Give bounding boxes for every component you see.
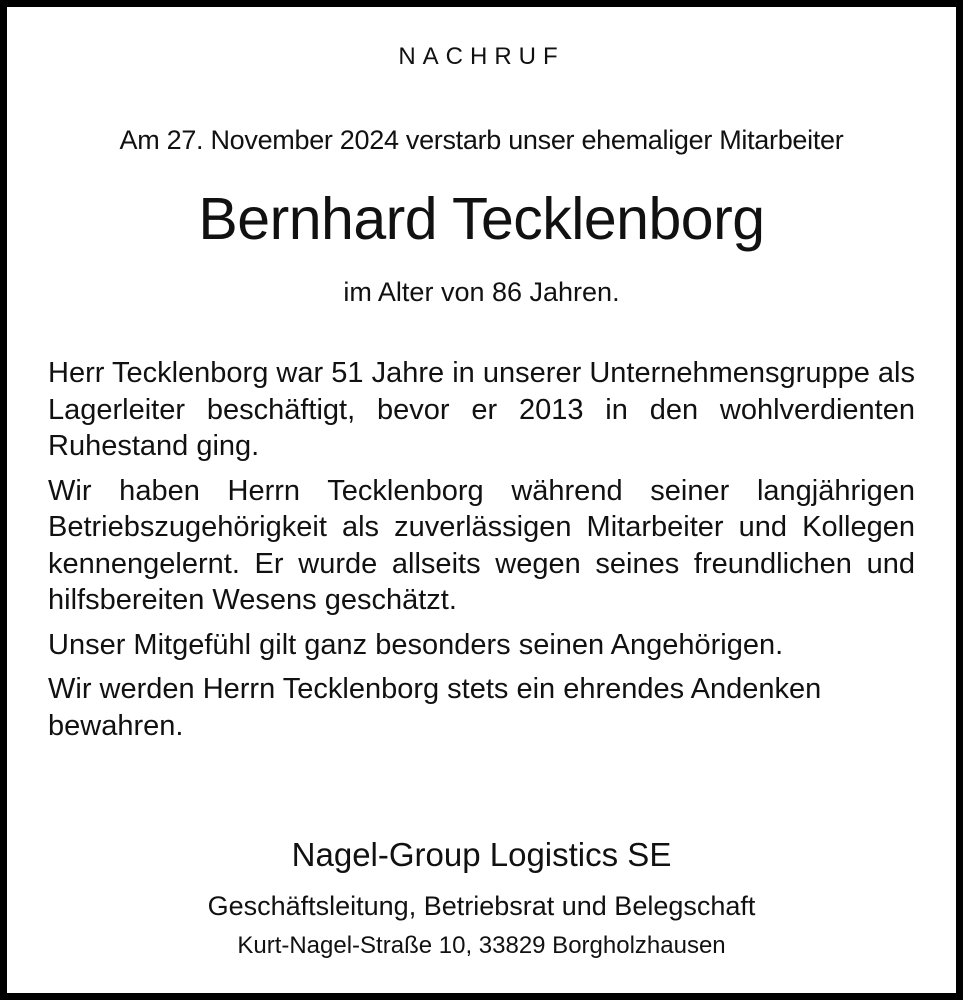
deceased-name: Bernhard Tecklenborg xyxy=(198,186,765,252)
paragraph-appreciation: Wir haben Herrn Tecklenborg während seiner langjährigen Betriebszugehörigkeit als zuverlässigen Mitarbeiter und Kollegen kennengelernt. Er wurde allseits wegen seines freundlichen und hilfsbereiten Wesens geschätzt. xyxy=(48,474,915,616)
paragraph-remembrance: Wir werden Herrn Tecklenborg stets ein ehrendes Andenken bewahren. xyxy=(48,673,822,742)
intro-line: Am 27. November 2024 verstarb unser ehemaliger Mitarbeiter xyxy=(119,125,844,155)
notice-body xyxy=(48,355,915,752)
company-address: Kurt-Nagel-Straße 10, 33829 Borgholzhausen xyxy=(237,932,726,959)
age-line: im Alter von 86 Jahren. xyxy=(343,277,620,307)
notice-heading: NACHRUF xyxy=(398,43,565,70)
paragraph-sympathy: Unser Mitgefühl gilt ganz besonders seinen Angehörigen. xyxy=(48,628,784,661)
sender-departments: Geschäftsleitung, Betriebsrat und Belegschaft xyxy=(207,891,756,921)
paragraph-career: Herr Tecklenborg war 51 Jahre in unserer Unternehmensgruppe als Lagerleiter beschäftigt, bevor er 2013 in den wohlverdienten Ruhestand ging. xyxy=(48,357,915,462)
company-name: Nagel-Group Logistics SE xyxy=(291,836,672,873)
